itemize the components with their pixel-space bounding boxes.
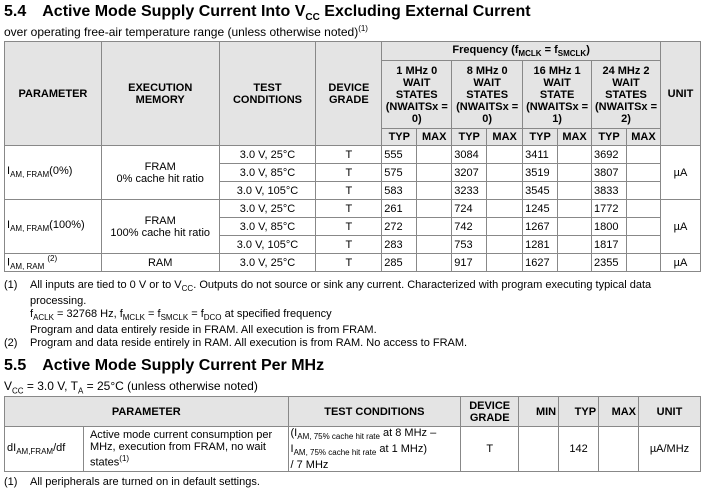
typ-24mhz: 1772 (592, 200, 627, 218)
exec-memory: RAM (101, 254, 219, 272)
header-max: MAX (599, 397, 639, 427)
freq-mid: = f (541, 43, 558, 56)
max-cell (487, 254, 523, 272)
typ-24mhz: 3692 (592, 146, 627, 164)
typ-8mhz: 742 (452, 218, 487, 236)
typ-24mhz: 3833 (592, 182, 627, 200)
note-1-freq (30, 308, 694, 324)
header-max: MAX (627, 129, 661, 146)
max-cell (627, 164, 661, 182)
header-parameter: PARAMETER (5, 42, 102, 146)
title-text: Active Mode Supply Current Per MHz (42, 357, 325, 374)
typ-24mhz: 3807 (592, 164, 627, 182)
note-1-program: Program and data entirely reside in FRAM. All execution is from FRAM. (30, 324, 377, 337)
param-post: (0%) (49, 165, 73, 178)
section-5-5-title (4, 357, 324, 375)
tc-text: at 1 MHz) (376, 443, 428, 456)
cond: 3.0 V, 105°C (219, 236, 316, 254)
freq-sub-mclk: MCLK (518, 49, 542, 59)
max-cell (487, 182, 523, 200)
typ-1mhz: 261 (382, 200, 417, 218)
typ-8mhz: 917 (452, 254, 487, 272)
typ-24mhz: 1817 (592, 236, 627, 254)
grade: T (316, 218, 382, 236)
sym-text: dI (7, 442, 17, 455)
max-cell (417, 236, 452, 254)
exec-line2: 0% cache hit ratio (116, 172, 204, 185)
max-cell (487, 218, 523, 236)
header-typ: TYP (559, 397, 599, 427)
param-sub: AM, RAM (10, 261, 45, 271)
cond: 3.0 V, 85°C (219, 164, 316, 182)
max-cell (558, 200, 592, 218)
section-number: 5.5 (4, 357, 27, 374)
table-row (5, 146, 701, 164)
header-typ: TYP (382, 129, 417, 146)
section-5-5-subtitle (4, 379, 258, 395)
note-1-text: All peripherals are turned on in default settings. (30, 476, 260, 488)
tc-sub: AM, 75% cache hit rate (297, 432, 380, 442)
note-text: f (30, 308, 34, 321)
unit: µA (660, 254, 700, 272)
typ-1mhz: 272 (382, 218, 417, 236)
header-max: MAX (487, 129, 523, 146)
section-5-4-title (4, 3, 531, 23)
freq-post: ) (586, 43, 590, 56)
grade: T (316, 254, 382, 272)
max-cell (417, 200, 452, 218)
param-sub: AM, FRAM (10, 170, 50, 180)
section-number: 5.4 (4, 3, 27, 20)
typ-24mhz: 2355 (592, 254, 627, 272)
max-cell (558, 164, 592, 182)
header-typ: TYP (592, 129, 627, 146)
unit: µA (660, 146, 700, 200)
subtitle-text: over operating free-air temperature range (unless otherwise noted) (4, 25, 359, 39)
header-parameter: PARAMETER (5, 397, 289, 427)
param-symbol (5, 427, 84, 472)
note-text: = f (145, 308, 161, 321)
supply-current-table (4, 41, 701, 272)
typ-8mhz: 3084 (452, 146, 487, 164)
header-max: MAX (558, 129, 592, 146)
note-sub: MCLK (122, 313, 145, 323)
typ-1mhz: 285 (382, 254, 417, 272)
grade: T (316, 146, 382, 164)
header-1mhz: 1 MHz 0 WAIT STATES (NWAITSx = 0) (382, 61, 452, 129)
exec-memory (101, 200, 219, 254)
note-text: = f (188, 308, 204, 321)
table-row (5, 200, 701, 218)
max-cell (487, 164, 523, 182)
max-cell (558, 254, 592, 272)
param-iam-ram (5, 254, 102, 272)
table-notes (4, 279, 694, 350)
subtitle-text: V (4, 379, 13, 393)
exec-line1: FRAM (144, 214, 176, 227)
param-symbol: I (7, 165, 11, 178)
note-label: (1) (4, 279, 18, 291)
subtitle-note: (1) (358, 24, 368, 33)
max-cell (487, 146, 523, 164)
param-post: (100%) (49, 219, 85, 232)
grade: T (316, 182, 382, 200)
table-row (5, 427, 701, 472)
typ-8mhz: 3207 (452, 164, 487, 182)
unit: µA/MHz (639, 427, 701, 472)
subtitle-text: = 25°C (unless otherwise noted) (83, 379, 258, 393)
max-cell (627, 236, 661, 254)
note-label: (1) (4, 476, 18, 488)
note-text: All inputs are tied to 0 V or to V (30, 279, 182, 291)
max-cell (558, 182, 592, 200)
typ-16mhz: 1281 (523, 236, 558, 254)
max-cell (417, 164, 452, 182)
header-test-conditions: TEST CONDITIONS (219, 42, 316, 146)
freq-sub-smclk: SMCLK (557, 49, 587, 59)
tc-text: / 7 MHz (290, 459, 329, 472)
header-frequency (382, 42, 661, 61)
header-device-grade: DEVICE GRADE (316, 42, 382, 146)
max-cell (558, 218, 592, 236)
note-1-text (30, 279, 694, 308)
grade: T (461, 427, 519, 472)
typ-24mhz: 1800 (592, 218, 627, 236)
max-cell (599, 427, 639, 472)
max-cell (417, 254, 452, 272)
max-cell (417, 218, 452, 236)
typ-16mhz: 1627 (523, 254, 558, 272)
cond: 3.0 V, 25°C (219, 254, 316, 272)
max-cell (487, 200, 523, 218)
typ-8mhz: 3233 (452, 182, 487, 200)
title-sub: CC (305, 12, 320, 24)
typ-1mhz: 575 (382, 164, 417, 182)
desc-text: Active mode current consumption per MHz, execution from FRAM, no wait states (89, 429, 273, 470)
typ-value: 142 (559, 427, 599, 472)
header-typ: TYP (523, 129, 558, 146)
param-description (83, 427, 288, 472)
param-symbol: I (7, 219, 11, 232)
title-text-post: Excluding External Current (319, 3, 531, 20)
max-cell (627, 182, 661, 200)
header-typ: TYP (452, 129, 487, 146)
grade: T (316, 164, 382, 182)
section-5-4-subtitle (4, 24, 368, 39)
tc-sub: AM, 75% cache hit rate (293, 448, 377, 458)
max-cell (627, 218, 661, 236)
param-symbol: I (7, 256, 11, 269)
header-16mhz: 16 MHz 1 WAIT STATE (NWAITSx = 1) (523, 61, 592, 129)
tc-text: I (290, 443, 294, 456)
max-cell (558, 236, 592, 254)
header-execution-memory: EXECUTION MEMORY (101, 42, 219, 146)
freq-text: Frequency (f (452, 43, 519, 56)
table-row (5, 254, 701, 272)
max-cell (487, 236, 523, 254)
subtitle-text: = 3.0 V, T (23, 379, 78, 393)
grade: T (316, 236, 382, 254)
typ-16mhz: 1245 (523, 200, 558, 218)
unit: µA (660, 200, 700, 254)
typ-1mhz: 583 (382, 182, 417, 200)
max-cell (627, 200, 661, 218)
max-cell (417, 182, 452, 200)
sym-post: /df (53, 442, 66, 455)
note-sub: CC (181, 284, 194, 294)
note-label: (2) (4, 337, 18, 350)
note-sub: ACLK (33, 313, 54, 323)
note-text: at specified frequency (221, 308, 332, 321)
header-unit: UNIT (660, 42, 700, 146)
table-2-notes (4, 476, 260, 489)
param-note: (2) (47, 254, 58, 264)
max-cell (627, 254, 661, 272)
header-8mhz: 8 MHz 0 WAIT STATES (NWAITSx = 0) (452, 61, 523, 129)
max-cell (417, 146, 452, 164)
header-min: MIN (519, 397, 559, 427)
per-mhz-table (4, 396, 701, 472)
cond: 3.0 V, 25°C (219, 146, 316, 164)
typ-1mhz: 283 (382, 236, 417, 254)
grade: T (316, 200, 382, 218)
header-max: MAX (417, 129, 452, 146)
max-cell (627, 146, 661, 164)
note-text: . Outputs do not source or sink any current. Characterized with program executing typical data processing. (30, 279, 652, 308)
typ-8mhz: 753 (452, 236, 487, 254)
cond: 3.0 V, 85°C (219, 218, 316, 236)
subtitle-sub: A (77, 386, 84, 396)
subtitle-sub: CC (12, 386, 24, 396)
header-unit: UNIT (639, 397, 701, 427)
param-sub: AM, FRAM (10, 224, 50, 234)
header-test-conditions: TEST CONDITIONS (288, 397, 461, 427)
param-iam-fram-100 (5, 200, 102, 254)
typ-16mhz: 3411 (523, 146, 558, 164)
min-cell (519, 427, 559, 472)
note-2-text: Program and data reside entirely in RAM. All execution is from RAM. No access to FRAM. (30, 337, 468, 350)
typ-16mhz: 3519 (523, 164, 558, 182)
exec-line2: 100% cache hit ratio (110, 226, 211, 239)
typ-8mhz: 724 (452, 200, 487, 218)
typ-16mhz: 1267 (523, 218, 558, 236)
header-24mhz: 24 MHz 2 WAIT STATES (NWAITSx = 2) (592, 61, 661, 129)
note-sub: SMCLK (160, 313, 189, 323)
max-cell (558, 146, 592, 164)
desc-note: (1) (119, 454, 130, 464)
tc-text: at 8 MHz – (379, 427, 437, 439)
tc-text: (I (290, 427, 298, 439)
title-text: Active Mode Supply Current Into V (42, 3, 306, 20)
cond: 3.0 V, 105°C (219, 182, 316, 200)
test-conditions (288, 427, 461, 472)
note-sub: DCO (203, 313, 222, 323)
cond: 3.0 V, 25°C (219, 200, 316, 218)
param-iam-fram-0 (5, 146, 102, 200)
note-text: = 32768 Hz, f (53, 308, 123, 321)
exec-line1: FRAM (144, 160, 176, 173)
typ-16mhz: 3545 (523, 182, 558, 200)
exec-memory (101, 146, 219, 200)
header-device-grade: DEVICE GRADE (461, 397, 519, 427)
typ-1mhz: 555 (382, 146, 417, 164)
sym-sub: AM,FRAM (16, 447, 54, 457)
